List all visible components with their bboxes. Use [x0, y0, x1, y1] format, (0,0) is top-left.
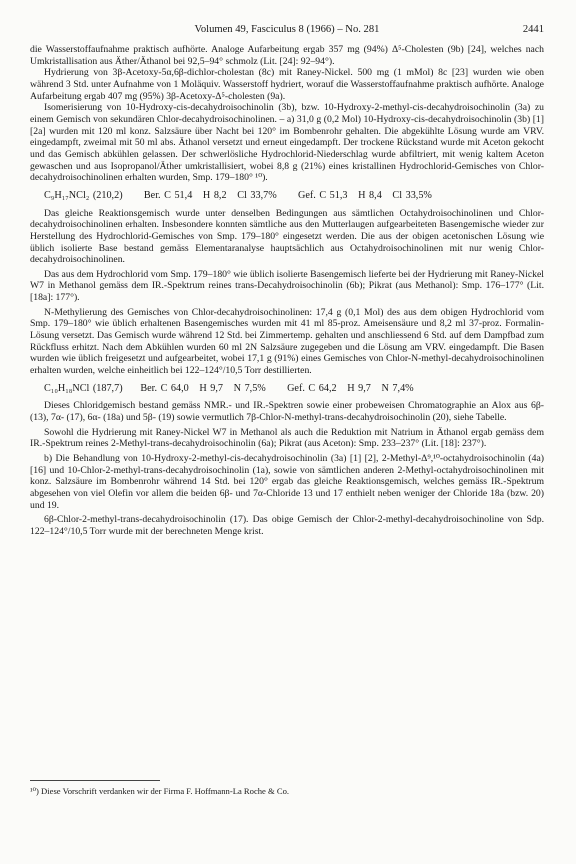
- paragraph-6: N-Methylierung des Gemisches von Chlor-decahydroisochinolinen: 17,4 g (0,1 Mol) des aus dem obigen Hydrochlorid vom Smp. 179–180° wie üblich erhaltenen Basengemisches wurden mit 41 ml 85-proz. Ameisensäure und 8,2 ml 37-proz. Formalin-Lösung versetzt. Das Gemisch wurde während 12 Std. bei Zimmertemp. gehalten und anschliessend 6 Std. auf dem Dampfbad zum Rückfluss erhitzt. Nach dem Abkühlen wurden 60 ml 2N Salzsäure zugegeben und die Lösung am VRV. eingedampft. Die Basen wurden wie üblich freigesetzt und aufgearbeitet, wobei 17,1 g (91%) eines Gemisches von Chlor-N-methyl-decahydroisochinolinen erhalten wurden, welche einheitlich bei 122–124°/10,5 Torr destillierten.: [30, 306, 544, 377]
- paragraph-10: 6β-Chlor-2-methyl-trans-decahydroisochinolin (17). Das obige Gemisch der Chlor-2-methyl-decahydroisochinoline von Sdp. 122–124°/10,5 Torr wurde mit der berechneten Menge krist.: [30, 514, 544, 537]
- paragraph-2: Hydrierung von 3β-Acetoxy-5α,6β-dichlor-cholestan (8c) mit Raney-Nickel. 500 mg (1 mMol) 8c [23] wurden wie oben während 3 Std. unter Aufnahme von 1 Moläquiv. Wasserstoff hydriert, worauf die Wasserstoffaufnahme praktisch aufhörte. Analoge Aufarbeitung ergab 407 mg (95%) 3β-Acetoxy-Δ⁵-cholesten (9a).: [30, 67, 544, 102]
- paragraph-9: b) Die Behandlung von 10-Hydroxy-2-methyl-cis-decahydroisochinolin (3a) [1] [2], 2-Methyl-Δ⁹,¹⁰-octahydroisochinolin (4a) [16] und 10-Chlor-2-methyl-trans-decahydroisochinolin (1a), sowie von sämtlichen anderen 2-Methyl-octahydroisochinolinen mit konz. Salzsäure im Bombenrohr während 14 Std. bei 120° ergab das gleiche Reaktionsgemisch, welches gemäss IR.-Spektrum abgesehen von viel Olefin vor allem die beiden 6β- und 7α-Chloride 13 und 17 enthielt neben weniger der Chloride 18a (bzw. 20) und 19.: [30, 453, 544, 511]
- paragraph-1: die Wasserstoffaufnahme praktisch aufhörte. Analoge Aufarbeitung ergab 357 mg (94%) Δ⁵-Cholesten (9b) [24], welches nach Umkristallisation aus Äther/Äthanol bei 92,5–94° schmolz (Lit. [24]: 92–94°).: [30, 44, 544, 67]
- footnote: ¹⁰) Diese Vorschrift verdanken wir der Firma F. Hoffmann-La Roche & Co.: [30, 786, 290, 796]
- paragraph-8: Sowohl die Hydrierung mit Raney-Nickel W7 in Methanol als auch die Reduktion mit Natrium in Äthanol ergab gemäss dem IR.-Spektrum reines 2-Methyl-trans-decahydroisochinolin (6a); Pikrat (aus Aceton): Smp. 233–237° (Lit. [18]: 237°).: [30, 426, 544, 450]
- elemental-analysis-2: C₁₀H₁₈NCl (187,7) Ber. C 64,0 H 9,7 N 7,5% Gef. C 64,2 H 9,7 N 7,4%: [44, 382, 414, 394]
- article-body: [30, 44, 544, 538]
- paragraph-4: Das gleiche Reaktionsgemisch wurde unter denselben Bedingungen aus sämtlichen Octahydroisochinolinen und Chlor-decahydroisochinolinen erhalten. Insbesondere konnten sämtliche aus den Mutterlaugen aufgearbeiteten Basengemische wieder zur Herstellung des Hydrochlorid-Gemisches von Smp. 179–180° eingesetzt werden. Die aus der obigen acetonischen Lösung wie üblich isolierte Base bestand gemäss Elementaranalyse hauptsächlich aus Octahydroisochinolinen mit nur wenig Chlor-decahydroisochinolinen.: [30, 207, 544, 266]
- paragraph-5: Das aus dem Hydrochlorid vom Smp. 179–180° wie üblich isolierte Basengemisch lieferte bei der Hydrierung mit Raney-Nickel W7 in Methanol gemäss dem IR.-Spektrum reines trans-Decahydroisochinolin (6b); Pikrat (aus Methanol): Smp. 176–177° (Lit. [18a]: 177°).: [30, 268, 544, 304]
- journal-page: [30, 0, 544, 864]
- footnote-rule: [30, 780, 160, 781]
- running-title: Volumen 49, Fasciculus 8 (1966) – No. 281: [194, 24, 380, 35]
- paragraph-7: Dieses Chloridgemisch bestand gemäss NMR.- und IR.-Spektren sowie einer probeweisen Chromatographie an Alox aus 6β- (13), 7α- (17), 6α- (18a) und 5β- (19) sowie vermutlich 7β-Chlor-N-methyl-trans-decahydroisochinolin (20), siehe Tabelle.: [30, 400, 544, 424]
- page-number: 2441: [522, 24, 544, 35]
- running-header: [30, 24, 544, 38]
- paragraph-3: Isomerisierung von 10-Hydroxy-cis-decahydroisochinolin (3b), bzw. 10-Hydroxy-2-methyl-cis-decahydroisochinolin (3a) zu einem Gemisch von sekundären Chlor-decahydroisochinolinen. – a) 31,0 g (0,2 Mol) 10-Hydroxy-cis-decahydroisochinolin (3b) [1] [2a] wurden mit 120 ml konz. Salzsäure über Nacht bei 120° im Bombenrohr gehalten. Die abgekühlte Lösung wurde am VRV. eingedampft, zweimal mit 50 ml abs. Äthanol versetzt und erneut eingedampft. Der trockene Rückstand wurde mit Aceton gekocht und das Gemisch abkühlen gelassen. Der schwerlösliche Hydrochlorid-Niederschlag wurde abfiltriert, mit wenig kaltem Aceton gewaschen und aus Isopropanol/Äther umkristallisiert, wobei 8,8 g (21%) eines kristallinen Hydrochlorid-Gemisches von Chlor-decahydroisochinolinen erhalten wurden, Smp. 179–180° ¹⁰).: [30, 102, 544, 184]
- elemental-analysis-1: C₉H₁₇NCl₂ (210,2) Ber. C 51,4 H 8,2 Cl 33,7% Gef. C 51,3 H 8,4 Cl 33,5%: [44, 189, 432, 201]
